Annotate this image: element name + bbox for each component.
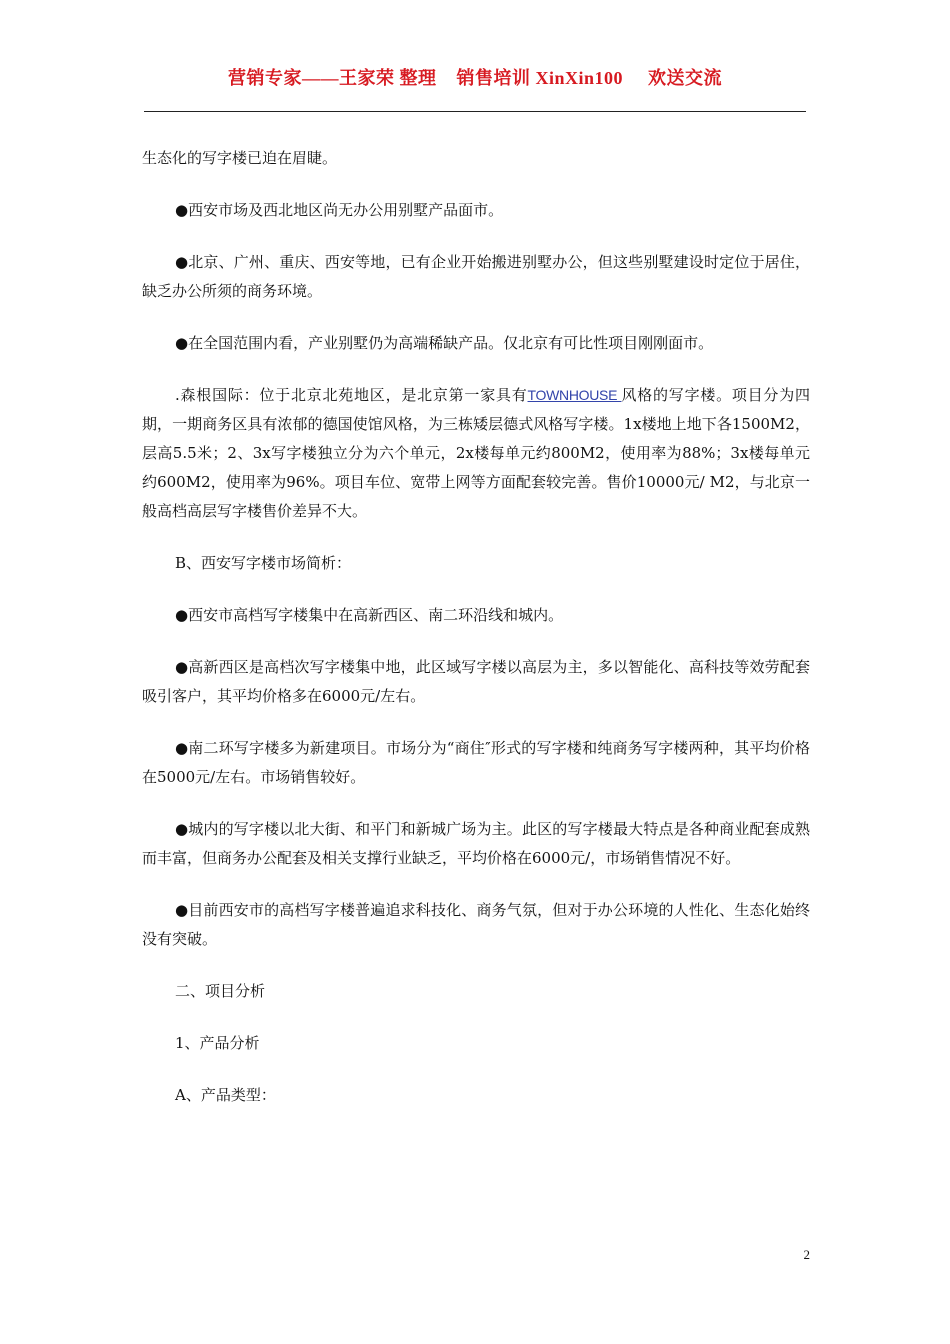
paragraph: ●城内的写字楼以北大街、和平门和新城广场为主。此区的写字楼最大特点是各种商业配套成熟而丰富，但商务办公配套及相关支撑行业缺乏，平均价格在6000元/，市场销售情况不好。 — [142, 820, 810, 867]
paragraph: ●南二环写字楼多为新建项目。市场分为“商住″形式的写字楼和纯商务写字楼两种，其平均价格在5000元/左右。市场销售较好。 — [142, 739, 810, 786]
page-header: 营销专家——王家荣 整理 销售培训 XinXin100 欢送交流 — [227, 68, 723, 88]
paragraph: 生态化的写字楼已迫在眉睫。 — [142, 149, 338, 167]
section-heading: A、产品类型： — [175, 1086, 276, 1104]
senggen-suffix: 风格的写字楼。项目分为四期，一期商务区具有浓郁的德国使馆风格，为三栋矮层德式风格写字楼。1x楼地上地下各1500M2，层高5.5米；2、3x写字楼独立分为六个单元，2x楼每单元约800M2，使用率为88%；3x楼每单元约600M2，使用率为96%。项目车位、宽带上网等方面配套较完善。售价10000元/ M2，与北京一般高档高层写字楼售价差异不大。 — [142, 386, 810, 520]
header-divider — [144, 111, 806, 112]
senggen-prefix: .森根国际：位于北京北苑地区，是北京第一家具有 — [175, 386, 528, 404]
paragraph: ●西安市高档写字楼集中在高新西区、南二环沿线和城内。 — [175, 606, 564, 624]
paragraph: ●北京、广州、重庆、西安等地，已有企业开始搬进别墅办公，但这些别墅建设时定位于居住，缺乏办公所须的商务环境。 — [142, 253, 810, 300]
paragraph: ●在全国范围内看，产业别墅仍为高端稀缺产品。仅北京有可比性项目刚刚面市。 — [175, 334, 714, 352]
section-heading: B、西安写字楼市场简析： — [175, 554, 352, 572]
paragraph-senggen — [142, 381, 810, 526]
paragraph: ●西安市场及西北地区尚无办公用别墅产品面市。 — [175, 201, 504, 219]
paragraph: ●目前西安市的高档写字楼普遍追求科技化、商务气氛，但对于办公环境的人性化、生态化始终没有突破。 — [142, 901, 810, 948]
townhouse-link[interactable]: TOWNHOUSE — [527, 387, 622, 403]
document-body — [142, 144, 810, 1133]
section-heading: 1、产品分析 — [175, 1034, 260, 1052]
paragraph: ●高新西区是高档次写字楼集中地，此区域写字楼以高层为主，多以智能化、高科技等效劳配套吸引客户，其平均价格多在6000元/左右。 — [142, 658, 810, 705]
section-heading: 二、项目分析 — [175, 982, 266, 1000]
page-number: 2 — [803, 1247, 810, 1262]
